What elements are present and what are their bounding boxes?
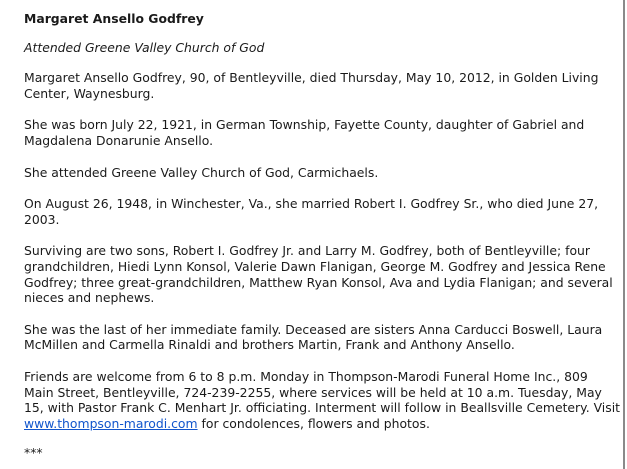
paragraph-church: She attended Greene Valley Church of God, Carmichaels. [24, 164, 379, 180]
separator-stars: *** [24, 445, 43, 461]
paragraph-services [24, 369, 620, 431]
obituary-subtitle: Attended Greene Valley Church of God [24, 39, 265, 55]
paragraph-deceased-family: She was the last of her immediate family. Deceased are sisters Anna Carducci Boswell, Laura McMillen and Carmella Rinaldi and brothers Martin, Frank and Anthony Ansello. [24, 321, 603, 353]
funeral-home-link[interactable]: www.thompson-marodi.com [24, 415, 198, 431]
paragraph-death-notice: Margaret Ansello Godfrey, 90, of Bentleyville, died Thursday, May 10, 2012, in Golden Living Center, Waynesburg. [24, 70, 599, 101]
obituary-title: Margaret Ansello Godfrey [24, 11, 204, 26]
services-text-end: for condolences, flowers and photos. [197, 415, 430, 431]
services-text: Friends are welcome from 6 to 8 p.m. Monday in Thompson-Marodi Funeral Home Inc., 809 Main Street, Bentleyville, 724-239-2255, where services will be held at 10 a.m. Tuesday, May 15, with Pastor Frank C. Menhart Jr. officiating. Interment will follow in Beallsville Cemetery. Visit [24, 368, 620, 416]
paragraph-survivors: Surviving are two sons, Robert I. Godfrey Jr. and Larry M. Godfrey, both of Bentleyville; four grandchildren, Hiedi Lynn Konsol, Valerie Dawn Flanigan, George M. Godfrey and Jessica Rene Godfrey; three great-grandchildren, Matthew Ryan Konsol, Ava and Lydia Flanigan; and several nieces and nephews. [24, 243, 613, 306]
paragraph-birth: She was born July 22, 1921, in German Township, Fayette County, daughter of Gabriel and Magdalena Donarunie Ansello. [24, 117, 585, 148]
obituary-article [24, 11, 620, 461]
paragraph-marriage: On August 26, 1948, in Winchester, Va., she married Robert I. Godfrey Sr., who died June 27, 2003. [24, 196, 599, 227]
